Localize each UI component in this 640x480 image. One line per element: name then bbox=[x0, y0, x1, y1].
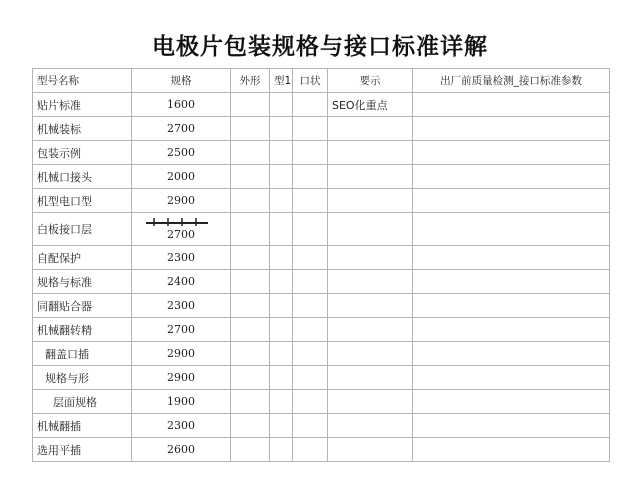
row-spec: 2900 bbox=[132, 189, 231, 213]
empty-cell bbox=[270, 189, 293, 213]
empty-cell bbox=[270, 438, 293, 462]
empty-cell bbox=[413, 213, 610, 246]
empty-cell bbox=[231, 165, 270, 189]
table-row bbox=[33, 213, 610, 246]
empty-cell bbox=[231, 342, 270, 366]
row-note bbox=[328, 414, 413, 438]
empty-cell bbox=[413, 141, 610, 165]
empty-cell bbox=[270, 246, 293, 270]
empty-cell bbox=[293, 246, 328, 270]
empty-cell bbox=[413, 93, 610, 117]
row-spec: 2000 bbox=[132, 165, 231, 189]
table-row bbox=[33, 390, 610, 414]
table-row bbox=[33, 246, 610, 270]
row-note bbox=[328, 117, 413, 141]
row-spec: 2400 bbox=[132, 270, 231, 294]
row-spec: 1600 bbox=[132, 93, 231, 117]
row-note bbox=[328, 438, 413, 462]
empty-cell bbox=[270, 318, 293, 342]
table-row bbox=[33, 414, 610, 438]
row-spec: 2900 bbox=[132, 342, 231, 366]
empty-cell bbox=[293, 270, 328, 294]
empty-cell bbox=[293, 165, 328, 189]
row-name: 机械翻插 bbox=[33, 414, 132, 438]
empty-cell bbox=[270, 93, 293, 117]
empty-cell bbox=[231, 438, 270, 462]
empty-cell bbox=[270, 414, 293, 438]
row-note bbox=[328, 246, 413, 270]
empty-cell bbox=[270, 366, 293, 390]
empty-cell bbox=[270, 213, 293, 246]
row-note bbox=[328, 342, 413, 366]
header-params: 出厂前质量检测_接口标准参数 bbox=[413, 69, 610, 93]
header-spec: 规格 bbox=[132, 69, 231, 93]
empty-cell bbox=[413, 246, 610, 270]
row-note bbox=[328, 189, 413, 213]
empty-cell bbox=[413, 342, 610, 366]
empty-cell bbox=[413, 294, 610, 318]
empty-cell bbox=[293, 93, 328, 117]
row-name: 选用平插 bbox=[33, 438, 132, 462]
row-name: 同翻贴合器 bbox=[33, 294, 132, 318]
row-spec: 1900 bbox=[132, 390, 231, 414]
row-spec: 2700 bbox=[132, 318, 231, 342]
empty-cell bbox=[231, 390, 270, 414]
row-spec: 2300 bbox=[132, 414, 231, 438]
empty-cell bbox=[231, 366, 270, 390]
row-name: 白板接口层 bbox=[33, 213, 132, 246]
spec-table bbox=[32, 68, 610, 462]
empty-cell bbox=[231, 246, 270, 270]
row-name: 包装示例 bbox=[33, 141, 132, 165]
table-row bbox=[33, 165, 610, 189]
row-name: 机械装标 bbox=[33, 117, 132, 141]
empty-cell bbox=[270, 117, 293, 141]
empty-cell bbox=[270, 342, 293, 366]
empty-cell bbox=[231, 414, 270, 438]
connector-pins-icon bbox=[146, 217, 208, 227]
table-row bbox=[33, 93, 610, 117]
empty-cell bbox=[231, 318, 270, 342]
empty-cell bbox=[231, 189, 270, 213]
row-name: 规格与标准 bbox=[33, 270, 132, 294]
empty-cell bbox=[413, 270, 610, 294]
row-note bbox=[328, 270, 413, 294]
row-name: 机型电口型 bbox=[33, 189, 132, 213]
empty-cell bbox=[293, 141, 328, 165]
empty-cell bbox=[413, 438, 610, 462]
row-spec bbox=[132, 213, 231, 246]
header-name: 型号名称 bbox=[33, 69, 132, 93]
empty-cell bbox=[413, 318, 610, 342]
row-note bbox=[328, 213, 413, 246]
table-row bbox=[33, 270, 610, 294]
empty-cell bbox=[293, 213, 328, 246]
row-name: 机械口接头 bbox=[33, 165, 132, 189]
table-row bbox=[33, 342, 610, 366]
table-row bbox=[33, 189, 610, 213]
table-row bbox=[33, 294, 610, 318]
empty-cell bbox=[270, 270, 293, 294]
empty-cell bbox=[413, 165, 610, 189]
empty-cell bbox=[293, 294, 328, 318]
table-row bbox=[33, 366, 610, 390]
row-note: SEO化重点 bbox=[328, 93, 413, 117]
empty-cell bbox=[413, 414, 610, 438]
empty-cell bbox=[231, 141, 270, 165]
row-note bbox=[328, 165, 413, 189]
empty-cell bbox=[413, 390, 610, 414]
empty-cell bbox=[293, 414, 328, 438]
row-spec: 2900 bbox=[132, 366, 231, 390]
row-note bbox=[328, 390, 413, 414]
table-body bbox=[33, 93, 610, 462]
row-note bbox=[328, 318, 413, 342]
header-port: 口状 bbox=[293, 69, 328, 93]
empty-cell bbox=[231, 93, 270, 117]
row-spec-value: 2700 bbox=[167, 227, 195, 241]
row-spec: 2600 bbox=[132, 438, 231, 462]
empty-cell bbox=[293, 390, 328, 414]
empty-cell bbox=[231, 213, 270, 246]
row-name: 贴片标准 bbox=[33, 93, 132, 117]
page-title: 电极片包装规格与接口标准详解 bbox=[152, 34, 488, 60]
row-spec: 2300 bbox=[132, 246, 231, 270]
empty-cell bbox=[293, 438, 328, 462]
empty-cell bbox=[231, 117, 270, 141]
empty-cell bbox=[293, 189, 328, 213]
header-shape: 外形 bbox=[231, 69, 270, 93]
empty-cell bbox=[413, 366, 610, 390]
row-spec: 2500 bbox=[132, 141, 231, 165]
header-type: 型1 bbox=[270, 69, 293, 93]
table-row bbox=[33, 117, 610, 141]
row-name: 翻盖口插 bbox=[33, 342, 132, 366]
empty-cell bbox=[293, 318, 328, 342]
empty-cell bbox=[270, 165, 293, 189]
empty-cell bbox=[270, 390, 293, 414]
table-header-row bbox=[33, 69, 610, 93]
empty-cell bbox=[231, 270, 270, 294]
empty-cell bbox=[413, 189, 610, 213]
empty-cell bbox=[293, 117, 328, 141]
table-row bbox=[33, 438, 610, 462]
row-name: 规格与形 bbox=[33, 366, 132, 390]
row-note bbox=[328, 141, 413, 165]
table-row bbox=[33, 141, 610, 165]
empty-cell bbox=[293, 366, 328, 390]
row-note bbox=[328, 366, 413, 390]
row-spec: 2700 bbox=[132, 117, 231, 141]
empty-cell bbox=[231, 294, 270, 318]
header-note: 要示 bbox=[328, 69, 413, 93]
empty-cell bbox=[270, 141, 293, 165]
row-name: 机械翻转精 bbox=[33, 318, 132, 342]
table-row bbox=[33, 318, 610, 342]
empty-cell bbox=[293, 342, 328, 366]
row-name: 层面规格 bbox=[33, 390, 132, 414]
empty-cell bbox=[270, 294, 293, 318]
row-name: 自配保护 bbox=[33, 246, 132, 270]
row-note bbox=[328, 294, 413, 318]
empty-cell bbox=[413, 117, 610, 141]
row-spec: 2300 bbox=[132, 294, 231, 318]
